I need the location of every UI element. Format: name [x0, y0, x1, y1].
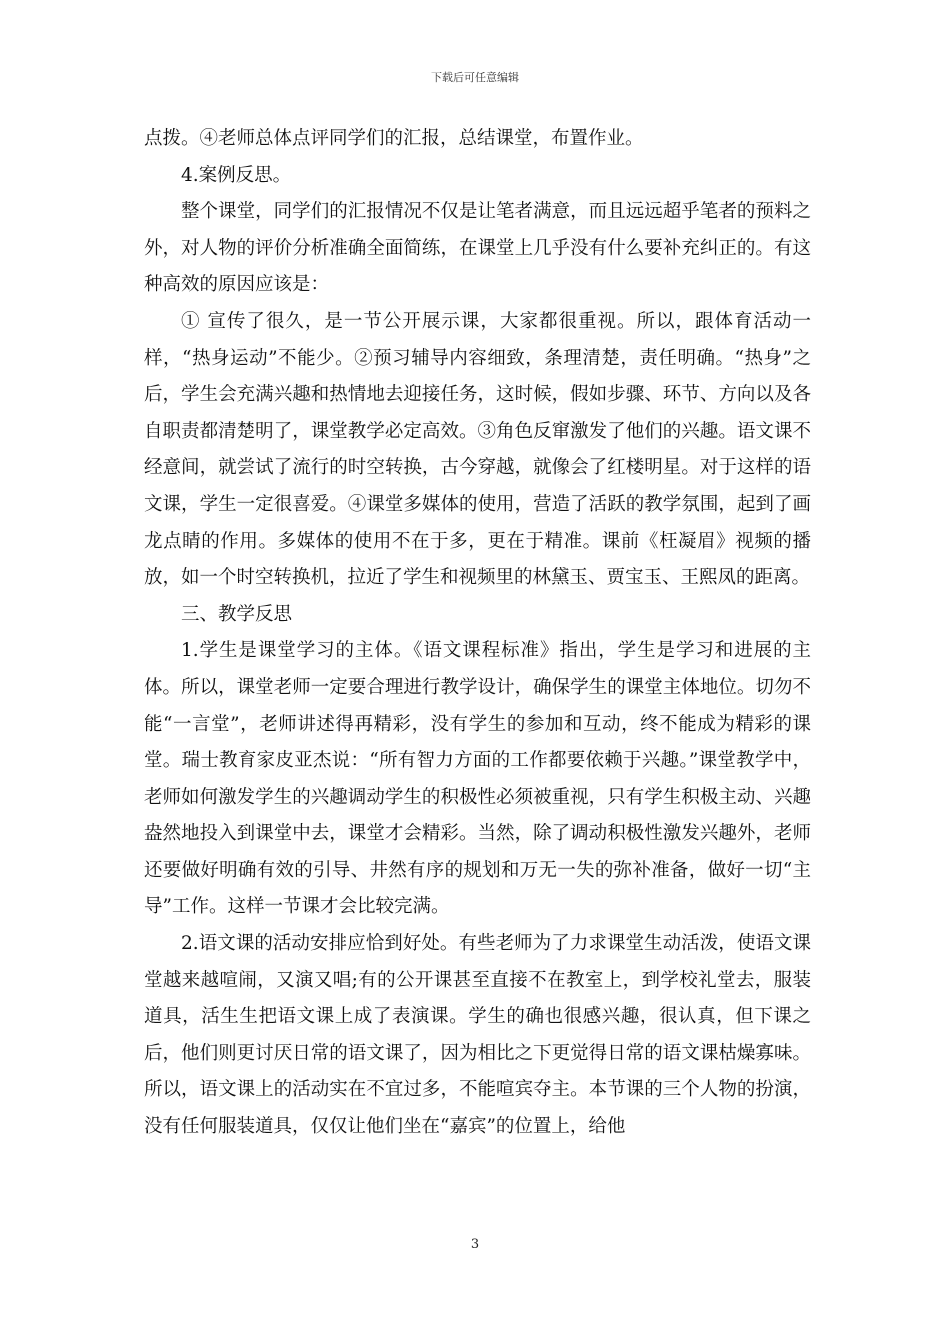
- body-text: [144, 121, 811, 1146]
- section-heading-teaching-reflection: 三、教学反思: [181, 603, 293, 625]
- paragraph-case-reflection-heading: 4.案例反思。: [181, 164, 292, 186]
- paragraph-class-summary: 整个课堂，同学们的汇报情况不仅是让笔者满意，而且远远超乎笔者的预料之外，对人物的评价分析准确全面简练，在课堂上几乎没有什么要补充纠正的。有这种高效的原因应该是：: [144, 201, 811, 296]
- page-number: 3: [470, 1237, 480, 1252]
- paragraph-students-as-subject: 1.学生是课堂学习的主体。《语文课程标准》指出，学生是学习和进展的主体。所以，课堂老师一定要合理进行教学设计，确保学生的课堂主体地位。切勿不能“一言堂”，老师讲述得再精彩，没有学生的参加和互动，终不能成为精彩的课堂。瑞士教育家皮亚杰说：“所有智力方面的工作都要依赖于兴趣。”课堂教学中，老师如何激发学生的兴趣调动学生的积极性必须被重视，只有学生积极主动、兴趣盎然地投入到课堂中去，课堂才会精彩。当然，除了调动积极性激发兴趣外，老师还要做好明确有效的引导、井然有序的规划和万无一失的弥补准备，做好一切“主导”工作。这样一节课才会比较完满。: [144, 640, 811, 918]
- paragraph-guidance: 点拨。④老师总体点评同学们的汇报，总结课堂，布置作业。: [144, 128, 644, 149]
- header-note: 下载后可任意编辑: [431, 71, 519, 84]
- paragraph-activity-arrangement: 2.语文课的活动安排应恰到好处。有些老师为了力求课堂生动活泼，使语文课堂越来越喧闹，又演又唱;有的公开课甚至直接不在教室上，到学校礼堂去，服装道具，活生生把语文课上成了表演课。学生的确也很感兴趣，很认真，但下课之后，他们则更讨厌日常的语文课了，因为相比之下更觉得日常的语文课枯燥寡味。所以，语文课上的活动实在不宜过多，不能喧宾夺主。本节课的三个人物的扮演，没有任何服装道具，仅仅让他们坐在“嘉宾”的位置上，给他: [144, 933, 811, 1138]
- paragraph-reasons: ① 宣传了很久，是一节公开展示课，大家都很重视。所以，跟体育活动一样，“热身运动”不能少。②预习辅导内容细致，条理清楚，责任明确。“热身”之后，学生会充满兴趣和热情地去迎接任务，这时候，假如步骤、环节、方向以及各自职责都清楚明了，课堂教学必定高效。③角色反窜激发了他们的兴趣。语文课不经意间，就尝试了流行的时空转换，古今穿越，就像会了红楼明星。对于这样的语文课，学生一定很喜爱。④课堂多媒体的使用，营造了活跃的教学氛围，起到了画龙点睛的作用。多媒体的使用不在于多，更在于精准。课前《枉凝眉》视频的播放，如一个时空转换机，拉近了学生和视频里的林黛玉、贾宝玉、王熙凤的距离。: [144, 310, 811, 589]
